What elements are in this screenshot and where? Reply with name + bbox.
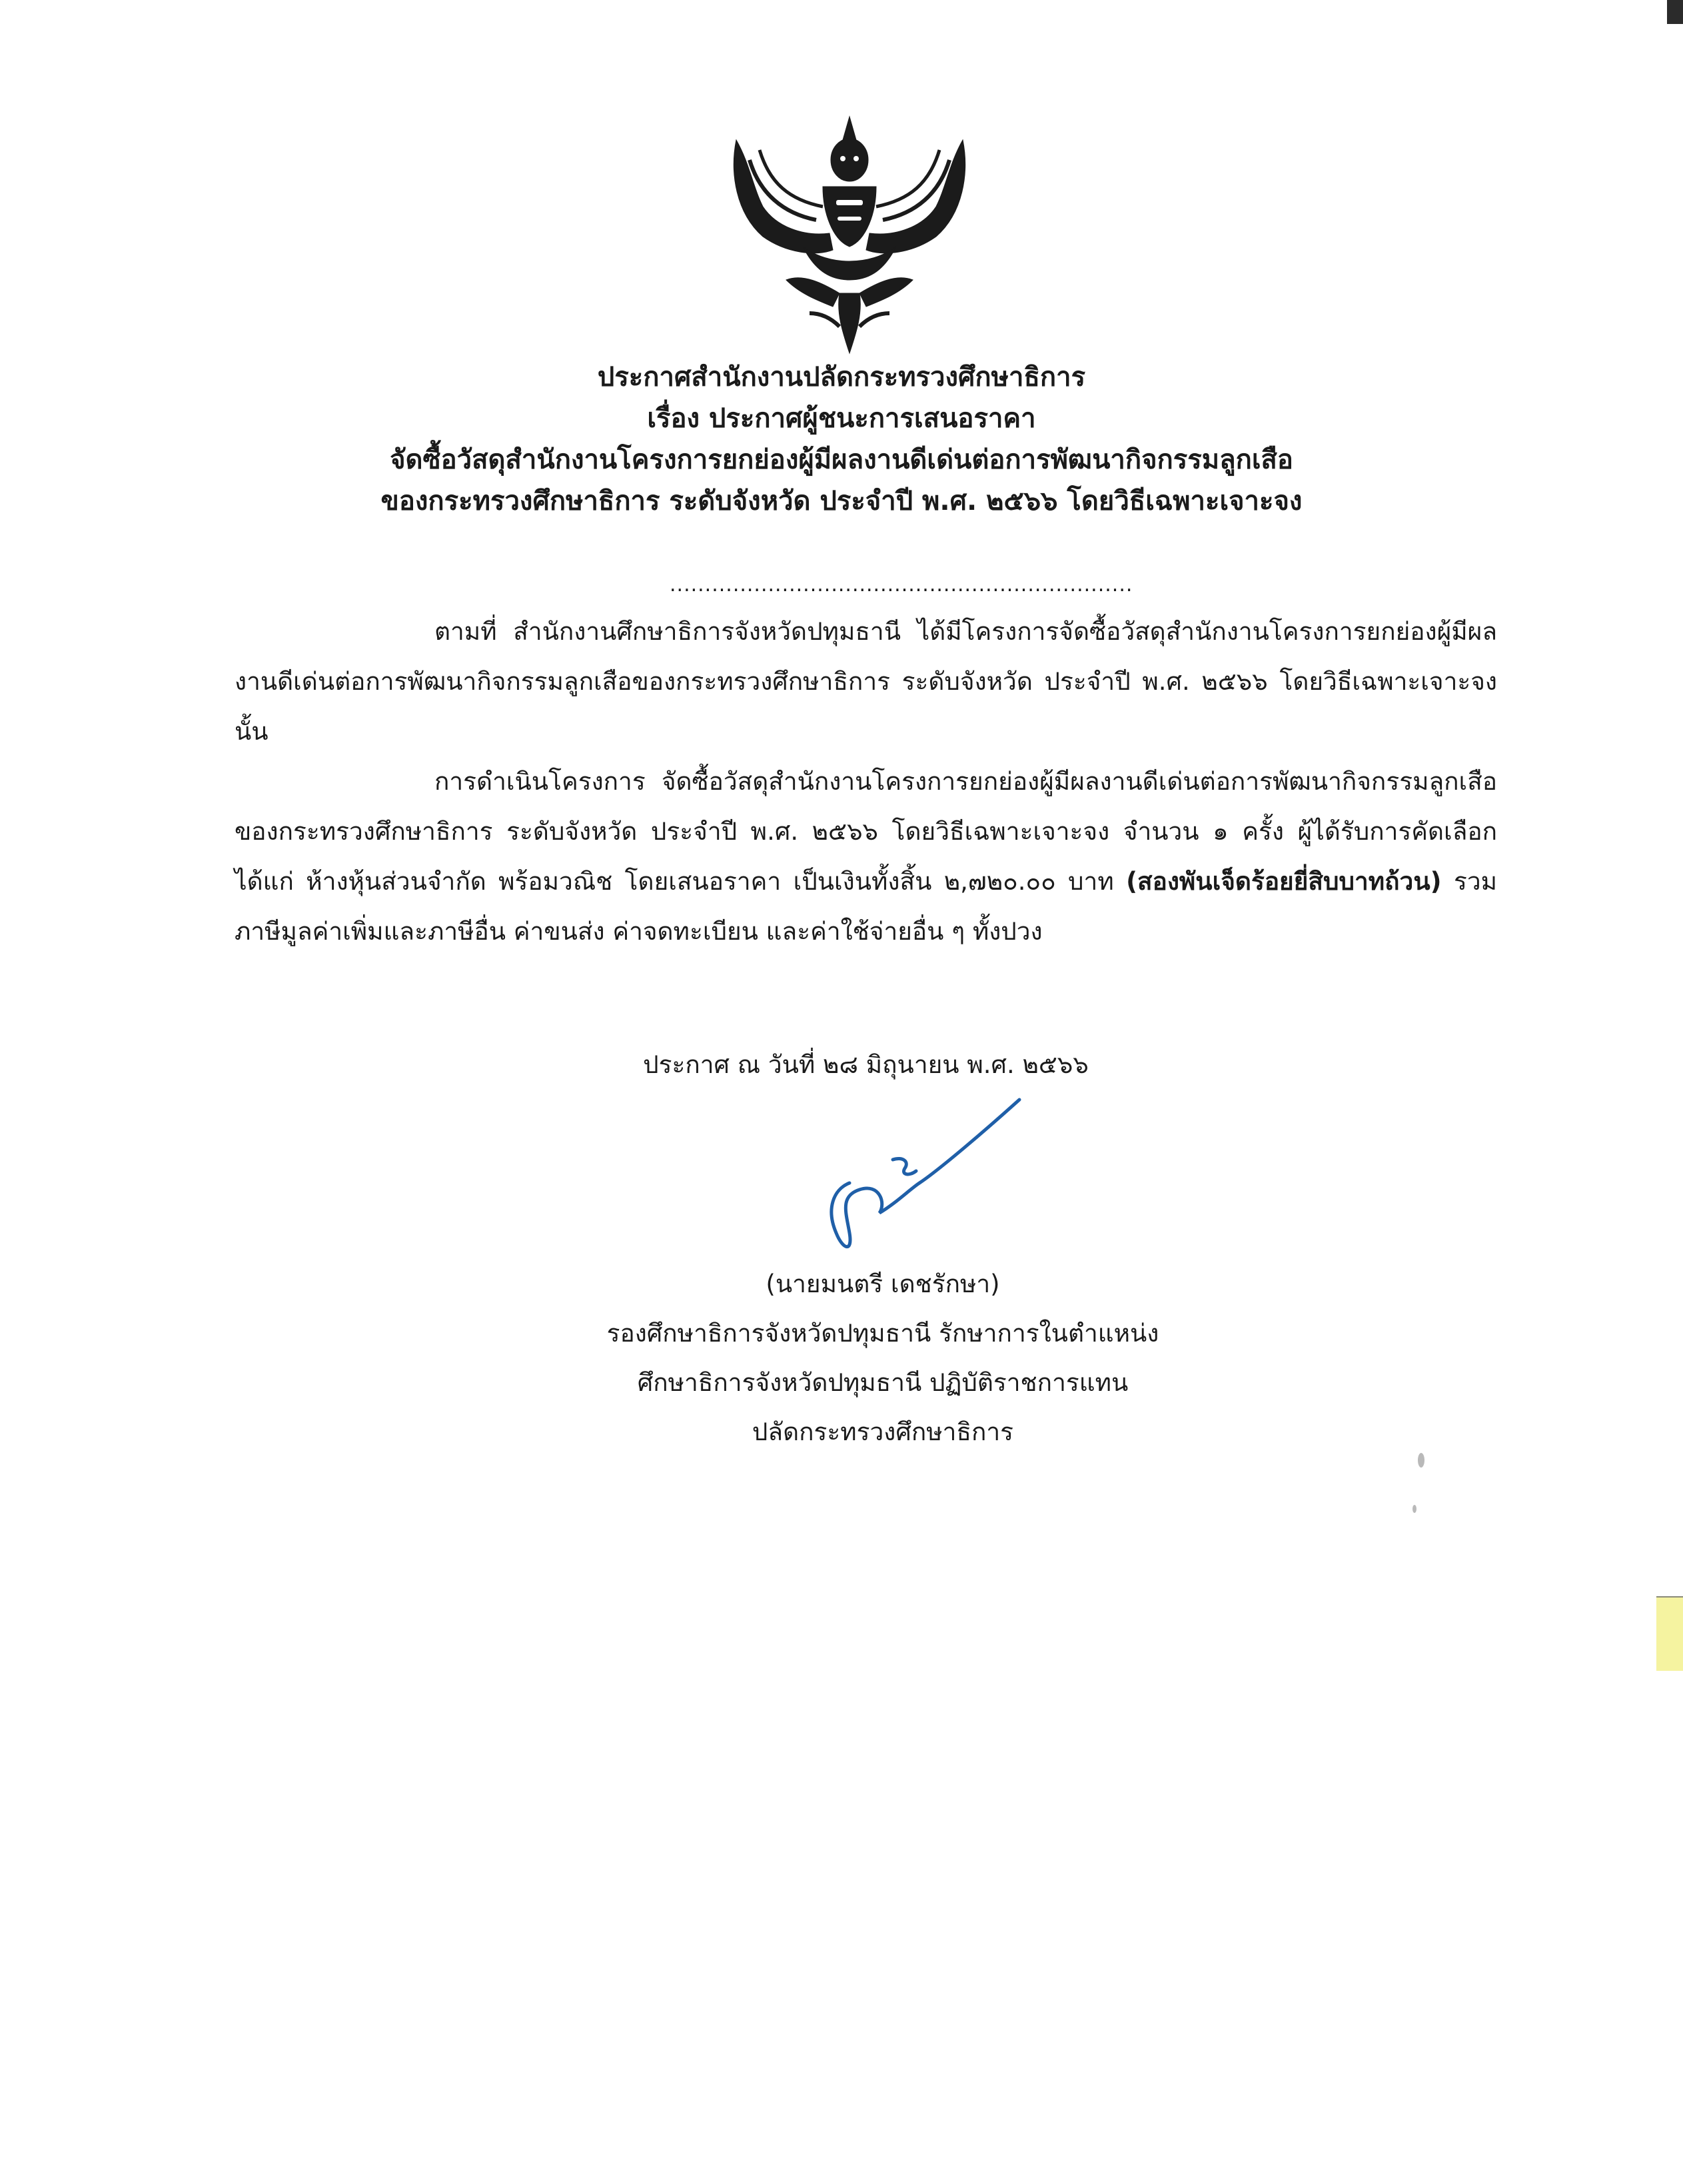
signatory-name: (นายมนตรี เดชรักษา) <box>766 1270 1000 1298</box>
separator-dots: .................................................................. <box>670 573 1133 596</box>
signatory-title-3: ปลัดกระทรวงศึกษาธิการ <box>752 1418 1014 1446</box>
paragraph-2-text: การดำเนินโครงการ จัดซื้อวัสดุสำนักงานโครงการยกย่องผู้มีผลงานดีเด่นต่อการพัฒนากิจกรรมลูกเสือของกระทรวงศึกษาธิการ ระดับจังหวัด ประจำปี พ.ศ. ๒๕๖๖ โดยวิธีเฉพาะเจาะจง จำนวน ๑ ครั้ง ผู้ได้รับการคัดเลือก ได้แก่ ห้างหุ้นส่วนจำกัด พร้อมวณิช โดยเสนอราคา เป็นเงินทั้งสิ้น ๒,๗๒๐.๐๐ บาท <box>235 767 1497 896</box>
header-agency: ประกาศสำนักงานปลัดกระทรวงศึกษาธิการ <box>597 362 1086 393</box>
garuda-emblem-icon <box>723 113 976 357</box>
signature-block <box>400 1260 1366 1457</box>
document-header <box>200 357 1483 522</box>
announcement-date: ประกาศ ณ วันที่ ๒๘ มิถุนายน พ.ศ. ๒๕๖๖ <box>643 1050 1089 1079</box>
header-project: จัดซื้อวัสดุสำนักงานโครงการยกย่องผู้มีผลงานดีเด่นต่อการพัฒนากิจกรรมลูกเสือ <box>390 445 1293 475</box>
signatory-title-1: รองศึกษาธิการจังหวัดปทุมธานี รักษาการในตำแหน่ง <box>606 1319 1159 1348</box>
scan-speck <box>1418 1453 1424 1468</box>
scan-speck <box>1412 1505 1416 1513</box>
paragraph-1-text: ตามที่ สำนักงานศึกษาธิการจังหวัดปทุมธานี ได้มีโครงการจัดซื้อวัสดุสำนักงานโครงการยกย่องผู้มีผลงานดีเด่นต่อการพัฒนากิจกรรมลูกเสือของกระทรวงศึกษาธิการ ระดับจังหวัด ประจำปี พ.ศ. ๒๕๖๖ โดยวิธีเฉพาะเจาะจง นั้น <box>235 617 1497 746</box>
signatory-title-2: ศึกษาธิการจังหวัดปทุมธานี ปฏิบัติราชการแทน <box>637 1368 1129 1397</box>
paragraph-2-text-cont: รวมภาษีมูลค่าเพิ่มและภาษีอื่น ค่าขนส่ง ค่าจดทะเบียน และค่าใช้จ่ายอื่น ๆ ทั้งปวง <box>235 867 1497 946</box>
paragraph-2 <box>235 756 1497 956</box>
amount-in-words: (สองพันเจ็ดร้อยยี่สิบบาทถ้วน) <box>1126 867 1442 896</box>
handwritten-signature-icon <box>786 1090 1026 1263</box>
scan-edge-strip <box>1667 0 1683 24</box>
scan-edge-tab <box>1656 1596 1683 1671</box>
header-subject: เรื่อง ประกาศผู้ชนะการเสนอราคา <box>647 403 1036 434</box>
header-project-cont: ของกระทรวงศึกษาธิการ ระดับจังหวัด ประจำปี พ.ศ. ๒๕๖๖ โดยวิธีเฉพาะเจาะจง <box>380 486 1303 517</box>
paragraph-1 <box>235 606 1497 756</box>
